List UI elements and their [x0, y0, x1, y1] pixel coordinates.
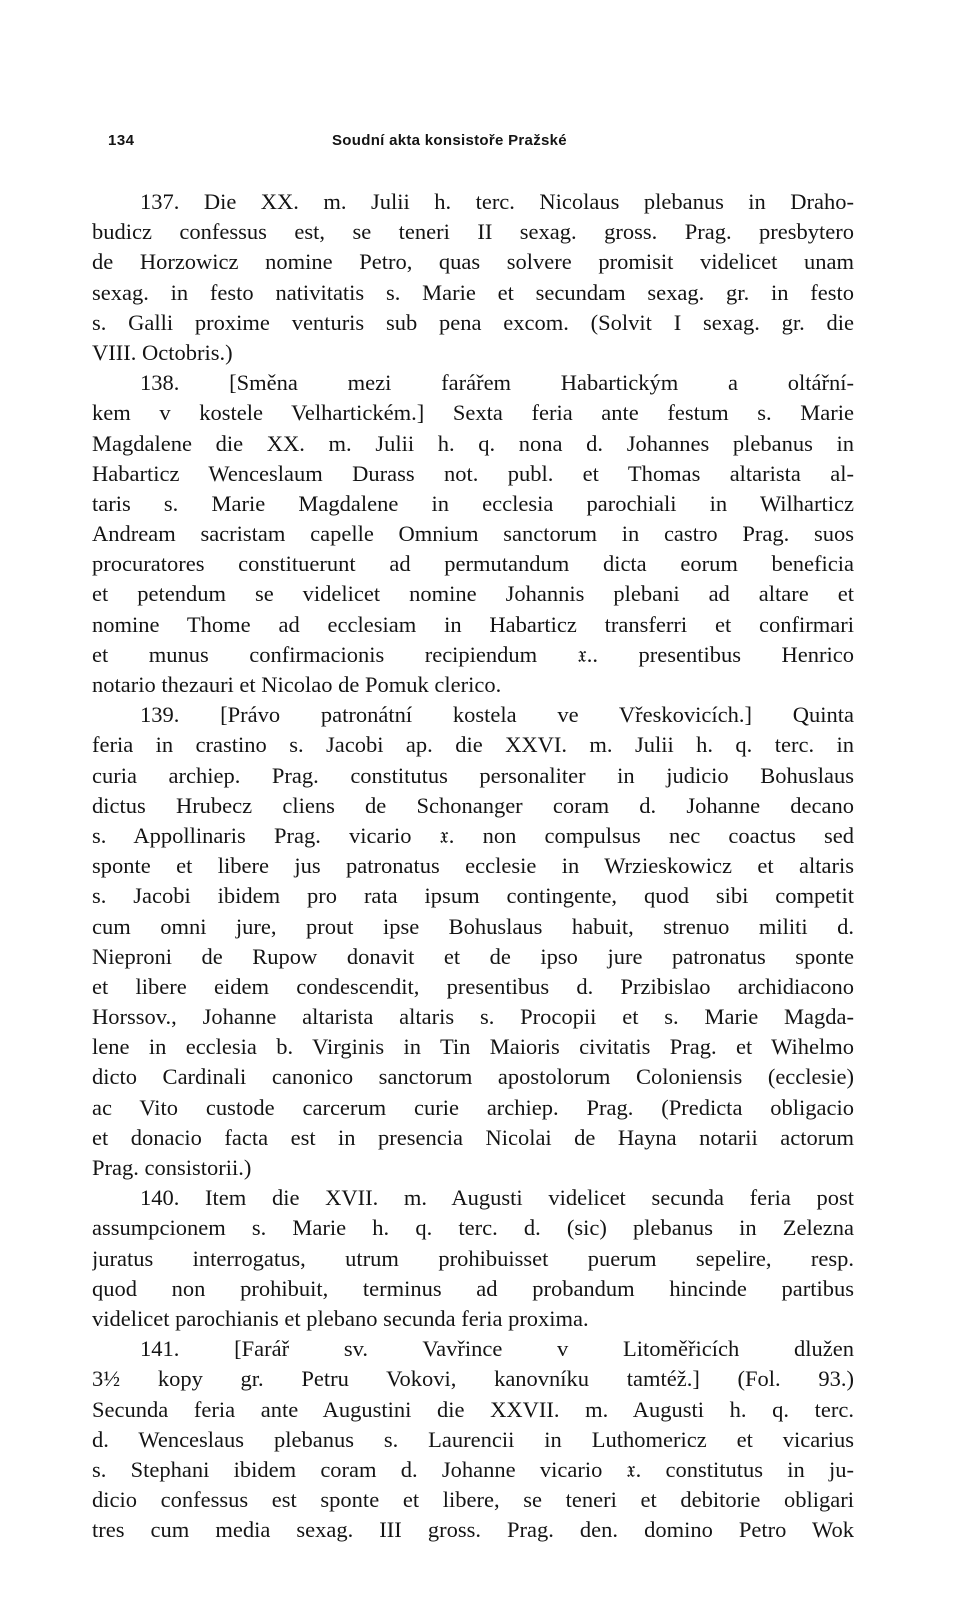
text-line: feria in crastino s. Jacobi ap. die XXVI. m. Julii h. q. terc. in	[92, 732, 854, 758]
text-line: s. Stephani ibidem coram d. Johanne vicario 𝔵. constitutus in ju-	[92, 1456, 854, 1482]
text-line: Habarticz Wenceslaum Durass not. publ. et Thomas altarista al-	[92, 460, 854, 486]
text-line: procuratores constituerunt ad permutandum dicta eorum beneficia	[92, 551, 854, 577]
text-line: nomine Thome ad ecclesiam in Habarticz transferri et confirmari	[92, 611, 854, 637]
text-line: Prag. consistorii.)	[92, 1155, 252, 1180]
running-title: Soudní akta konsistoře Pražské	[332, 132, 567, 149]
text-line: juratus interrogatus, utrum prohibuisset puerum sepelire, resp.	[92, 1245, 854, 1271]
text-line: 141. [Farář sv. Vavřince v Litoměřicích dlužen	[140, 1336, 854, 1362]
text-line: et libere eidem condescendit, presentibus d. Przibislao archidiacono	[92, 973, 854, 999]
text-line: cum omni jure, prout ipse Bohuslaus habuit, strenuo militi d.	[92, 913, 854, 939]
text-line: budicz confessus est, se teneri II sexag. gross. Prag. presbytero	[92, 219, 854, 245]
text-line: et petendum se videlicet nomine Johannis plebani ad altare et	[92, 581, 854, 607]
text-line: 137. Die XX. m. Julii h. terc. Nicolaus plebanus in Draho-	[140, 189, 854, 214]
page-number: 134	[108, 132, 135, 149]
text-line: sexag. in festo nativitatis s. Marie et secundam sexag. gr. in festo	[92, 279, 854, 305]
text-line: lene in ecclesia b. Virginis in Tin Maioris civitatis Prag. et Wihelmo	[92, 1034, 854, 1060]
text-line: kem v kostele Velhartickém.] Sexta feria ante festum s. Marie	[92, 400, 854, 426]
text-line: Andream sacristam capelle Omnium sanctorum in castro Prag. suos	[92, 521, 854, 547]
text-line: taris s. Marie Magdalene in ecclesia parochiali in Wilharticz	[92, 490, 854, 516]
text-line: s. Appollinaris Prag. vicario 𝔵. non compulsus nec coactus sed	[92, 822, 854, 848]
text-line: assumpcionem s. Marie h. q. terc. d. (sic) plebanus in Zelezna	[92, 1215, 854, 1241]
text-line: 140. Item die XVII. m. Augusti videlicet secunda feria post	[140, 1185, 854, 1211]
text-line: Nieproni de Rupow donavit et de ipso jure patronatus sponte	[92, 943, 854, 969]
text-line: quod non prohibuit, terminus ad probandum hincinde partibus	[92, 1275, 854, 1301]
text-line: curia archiep. Prag. constitutus personaliter in judicio Bohuslaus	[92, 762, 854, 788]
text-line: videlicet parochianis et plebano secunda feria proxima.	[92, 1305, 589, 1331]
text-line: tres cum media sexag. III gross. Prag. den. domino Petro Wok	[92, 1517, 854, 1543]
text-line: s. Galli proxime venturis sub pena excom. (Solvit I sexag. gr. die	[92, 309, 854, 335]
text-line: dicto Cardinali canonico sanctorum apostolorum Coloniensis (ecclesie)	[92, 1064, 854, 1090]
text-line: sponte et libere jus patronatus ecclesie in Wrzieskowicz et altaris	[92, 853, 854, 879]
text-line: notario thezauri et Nicolao de Pomuk clerico.	[92, 672, 502, 697]
text-line: Magdalene die XX. m. Julii h. q. nona d. Johannes plebanus in	[92, 430, 854, 456]
text-line: 3½ kopy gr. Petru Vokovi, kanovníku tamtéž.] (Fol. 93.)	[92, 1366, 854, 1392]
text-line: d. Wenceslaus plebanus s. Laurencii in Luthomericz et vicarius	[92, 1426, 854, 1452]
running-head	[108, 132, 860, 156]
text-line: VIII. Octobris.)	[92, 339, 233, 365]
text-line: et munus confirmacionis recipiendum 𝔵.. presentibus Henrico	[92, 641, 854, 667]
body-text	[92, 187, 854, 1545]
text-line: de Horzowicz nomine Petro, quas solvere promisit videlicet unam	[92, 249, 854, 275]
text-line: 139. [Právo patronátní kostela ve Vřeskovicích.] Quinta	[140, 702, 854, 728]
text-line: s. Jacobi ibidem pro rata ipsum contingente, quod sibi competit	[92, 883, 854, 909]
text-line: ac Vito custode carcerum curie archiep. Prag. (Predicta obligacio	[92, 1094, 854, 1120]
text-line: Secunda feria ante Augustini die XXVII. m. Augusti h. q. terc.	[92, 1396, 854, 1422]
text-line: et donacio facta est in presencia Nicolai de Hayna notarii actorum	[92, 1124, 854, 1150]
text-line: 138. [Směna mezi farářem Habartickým a oltářní-	[140, 370, 854, 396]
text-line: Horssov., Johanne altarista altaris s. Procopii et s. Marie Magda-	[92, 1004, 854, 1030]
text-line: dicio confessus est sponte et libere, se teneri et debitorie obligari	[92, 1487, 854, 1513]
text-line: dictus Hrubecz cliens de Schonanger coram d. Johanne decano	[92, 792, 854, 818]
